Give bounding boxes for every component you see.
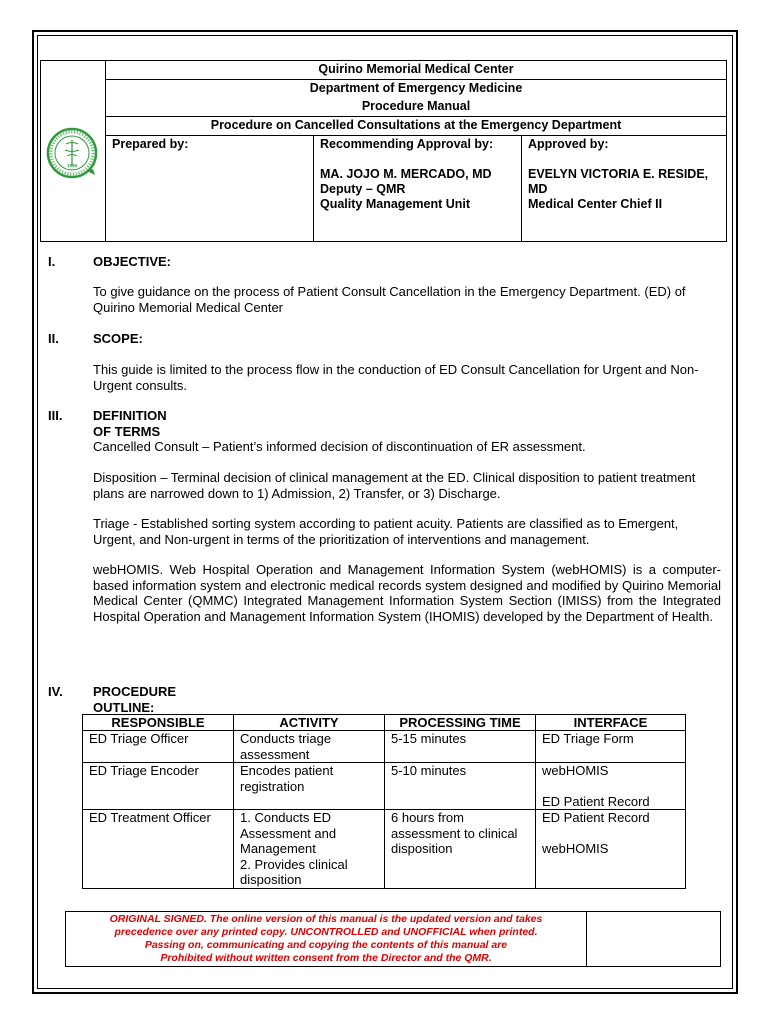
- cell-responsible: ED Treatment Officer: [83, 810, 234, 889]
- procedure-table: [82, 714, 686, 889]
- prepared-by-label: Prepared by:: [112, 137, 189, 151]
- table-row: [83, 763, 686, 810]
- document-header: [40, 60, 727, 242]
- cell-interface: ED Patient Record webHOMIS: [536, 810, 686, 889]
- table-header-row: [83, 715, 686, 731]
- definition-triage: Triage - Established sorting system according to patient acuity. Patients are classified as to Emergent, Urgent, and Non-urgent in terms of the prioritization of interventions and management.: [93, 516, 679, 547]
- recommending-name: MA. JOJO M. MERCADO, MD: [320, 167, 492, 181]
- recommending-unit: Quality Management Unit: [320, 197, 471, 211]
- hospital-seal-icon: [41, 61, 105, 237]
- cell-time: 5-15 minutes: [385, 731, 536, 763]
- table-row: [83, 731, 686, 763]
- seal-year: 1956: [66, 163, 78, 168]
- table-row: [83, 810, 686, 889]
- cell-responsible: ED Triage Encoder: [83, 763, 234, 810]
- cell-interface: ED Triage Form: [536, 731, 686, 763]
- footer-blank-cell: [587, 912, 721, 967]
- cell-time: 5-10 minutes: [385, 763, 536, 810]
- manual-name: Procedure Manual: [106, 98, 727, 116]
- cell-activity: Encodes patient registration: [234, 763, 385, 810]
- column-header: RESPONSIBLE: [83, 715, 234, 731]
- footer-disclaimer: [65, 911, 721, 967]
- recommending-cell: [314, 136, 522, 242]
- procedure-title: Procedure on Cancelled Consultations at the Emergency Department: [106, 116, 727, 135]
- prepared-by-cell: [106, 136, 314, 242]
- approved-name: EVELYN VICTORIA E. RESIDE, MD: [528, 167, 709, 196]
- column-header: PROCESSING TIME: [385, 715, 536, 731]
- objective-text: To give guidance on the process of Patient Consult Cancellation in the Emergency Department. (ED) of Quirino Memorial Medical Center: [93, 284, 686, 315]
- cell-activity: 1. Conducts ED Assessment and Management 2. Provides clinical disposition: [234, 810, 385, 889]
- approved-label: Approved by:: [528, 137, 609, 151]
- disclaimer-text: ORIGINAL SIGNED. The online version of this manual is the updated version and takes precedence over any printed copy. UNCONTROLLED and UNOFFICIAL when printed. Passing on, communicating and copying the contents of this manual are Prohibited without written consent from the Director and the QMR.: [66, 912, 587, 967]
- cell-activity: Conducts triage assessment: [234, 731, 385, 763]
- column-header: INTERFACE: [536, 715, 686, 731]
- definition-webhomis: webHOMIS. Web Hospital Operation and Management Information System (webHOMIS) is a computer-based information system and electronic medical records system designed and modified by Quirino Memorial Medical Center (QMMC) Integrated Management Information System Section (IMISS) from the Integrated Hospital Operation and Management Information System (IHOMIS) developed by the Department of Health.: [93, 562, 721, 624]
- approved-cell: [522, 136, 727, 242]
- definition-cancelled-consult: Cancelled Consult – Patient’s informed decision of discontinuation of ER assessment.: [93, 439, 586, 454]
- hospital-name: Quirino Memorial Medical Center: [106, 61, 727, 80]
- department-name: Department of Emergency Medicine: [106, 80, 727, 98]
- cell-time: 6 hours from assessment to clinical disposition: [385, 810, 536, 889]
- definition-disposition: Disposition – Terminal decision of clinical management at the ED. Clinical disposition to patient treatment plans are narrowed down to 1) Admission, 2) Transfer, or 3) Discharge.: [93, 470, 696, 501]
- approved-title: Medical Center Chief II: [528, 197, 663, 211]
- column-header: ACTIVITY: [234, 715, 385, 731]
- recommending-label: Recommending Approval by:: [320, 137, 494, 151]
- scope-text: This guide is limited to the process flow in the conduction of ED Consult Cancellation for Urgent and Non-Urgent consults.: [93, 362, 699, 393]
- cell-responsible: ED Triage Officer: [83, 731, 234, 763]
- recommending-title: Deputy – QMR: [320, 182, 406, 196]
- logo-cell: [41, 61, 106, 242]
- cell-interface: webHOMIS ED Patient Record: [536, 763, 686, 810]
